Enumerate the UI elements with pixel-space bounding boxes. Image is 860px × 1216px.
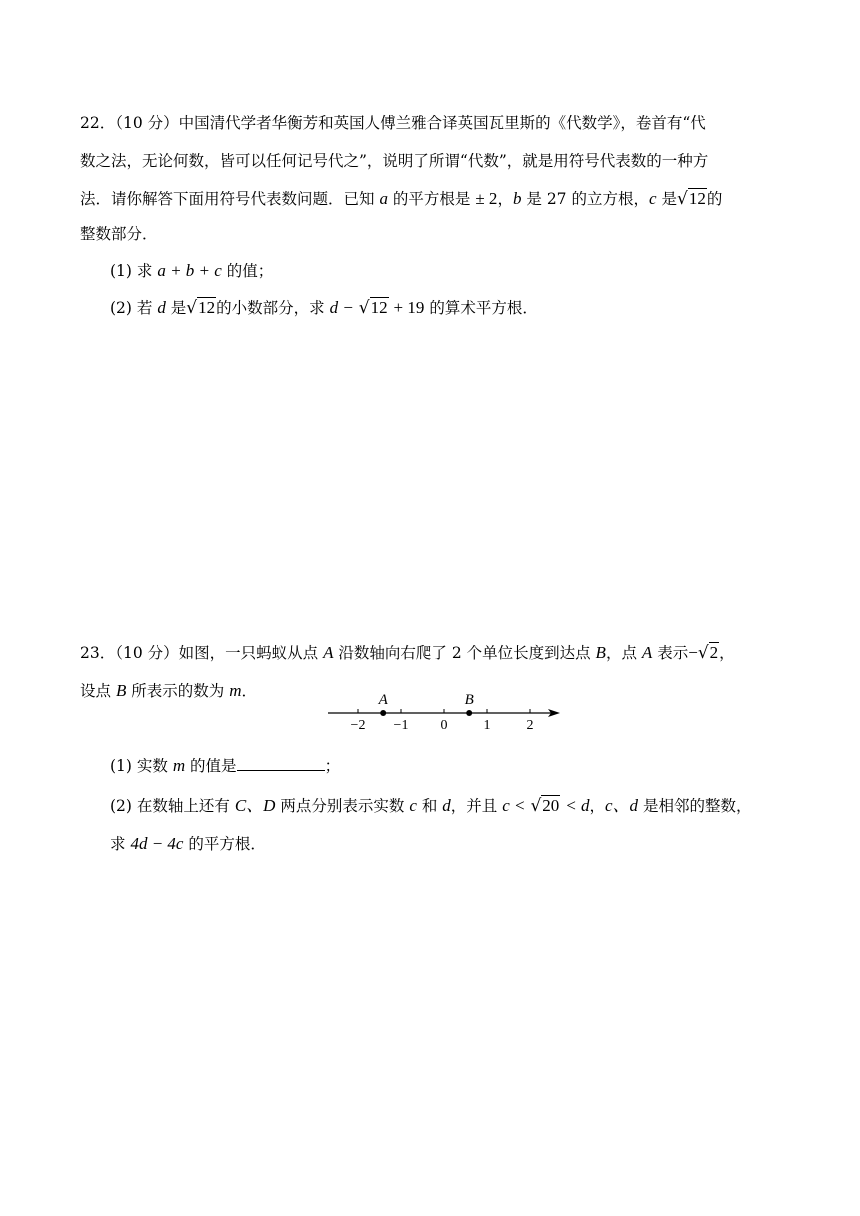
var-B: B bbox=[595, 643, 606, 662]
sqrt-12: √12 bbox=[358, 298, 388, 318]
q22-line-2 bbox=[80, 152, 708, 171]
point-A bbox=[380, 710, 386, 716]
q23-part-2: (2) 在数轴上还有 C、D 两点分别表示实数 c 和 d，并且 c < √20 < d，c、d 是相邻的整数， bbox=[110, 796, 752, 816]
points-C-D: C、D bbox=[234, 796, 276, 815]
tick-label: −2 bbox=[350, 718, 366, 733]
sqrt-2: √2 bbox=[697, 643, 719, 663]
point-B-label: B bbox=[464, 692, 474, 708]
var-a: a bbox=[379, 189, 388, 208]
q22-part-1: (1) 求 a + b + c 的值； bbox=[110, 261, 274, 280]
tick-label: −1 bbox=[393, 718, 409, 733]
tick-label: 0 bbox=[440, 718, 448, 733]
plus-minus-2: ± 2 bbox=[475, 189, 498, 208]
point-A-label: A bbox=[378, 692, 388, 708]
sqrt-20: √20 bbox=[530, 796, 560, 816]
number-line-figure bbox=[320, 685, 570, 735]
point-B bbox=[466, 710, 472, 716]
q22-line-1 bbox=[80, 114, 706, 133]
expr-a-b-c: a + b + c bbox=[157, 261, 222, 280]
q22-part-2: (2) 若 d 是√12的小数部分，求 d − √12 + 19 的算术平方根． bbox=[110, 298, 538, 318]
q22-text: 22．（10 分）中国清代学者华衡芳和英国人傅兰雅合译英国瓦里斯的《代数学》，卷首有“代 bbox=[80, 114, 706, 132]
q22-line-4: 整数部分． bbox=[80, 225, 158, 243]
tick-label: 1 bbox=[483, 718, 491, 733]
var-b: b bbox=[512, 189, 522, 208]
tick-label: 2 bbox=[526, 718, 534, 733]
q23-line-2: 设点 B 所表示的数为 m． bbox=[80, 681, 258, 700]
expr-4d-4c: 4d − 4c bbox=[130, 834, 184, 853]
q23-part-1: (1) 实数 m 的值是 ； bbox=[110, 756, 341, 775]
var-m: m bbox=[229, 681, 242, 700]
sqrt-12: √12 bbox=[676, 189, 706, 209]
var-d: d bbox=[157, 298, 166, 317]
q23-line-1: 23．（10 分）如图，一只蚂蚁从点 A 沿数轴向右爬了 2 个单位长度到达点 B，点 A 表示−√2， bbox=[80, 643, 735, 663]
var-c: c bbox=[648, 189, 657, 208]
q22-line-3: 法．请你解答下面用符号代表数问题．已知 a 的平方根是 ± 2，b 是 27 的立方根，c 是√12的 bbox=[80, 189, 723, 209]
var-A: A bbox=[323, 643, 334, 662]
q23-part-3: 求 4d − 4c 的平方根． bbox=[110, 834, 266, 853]
answer-blank[interactable] bbox=[237, 756, 325, 771]
sqrt-12: √12 bbox=[186, 298, 216, 318]
q22-text: 数之法，无论何数，皆可以任何记号代之”，说明了所谓“代数”，就是用符号代表数的一种方 bbox=[80, 152, 709, 170]
